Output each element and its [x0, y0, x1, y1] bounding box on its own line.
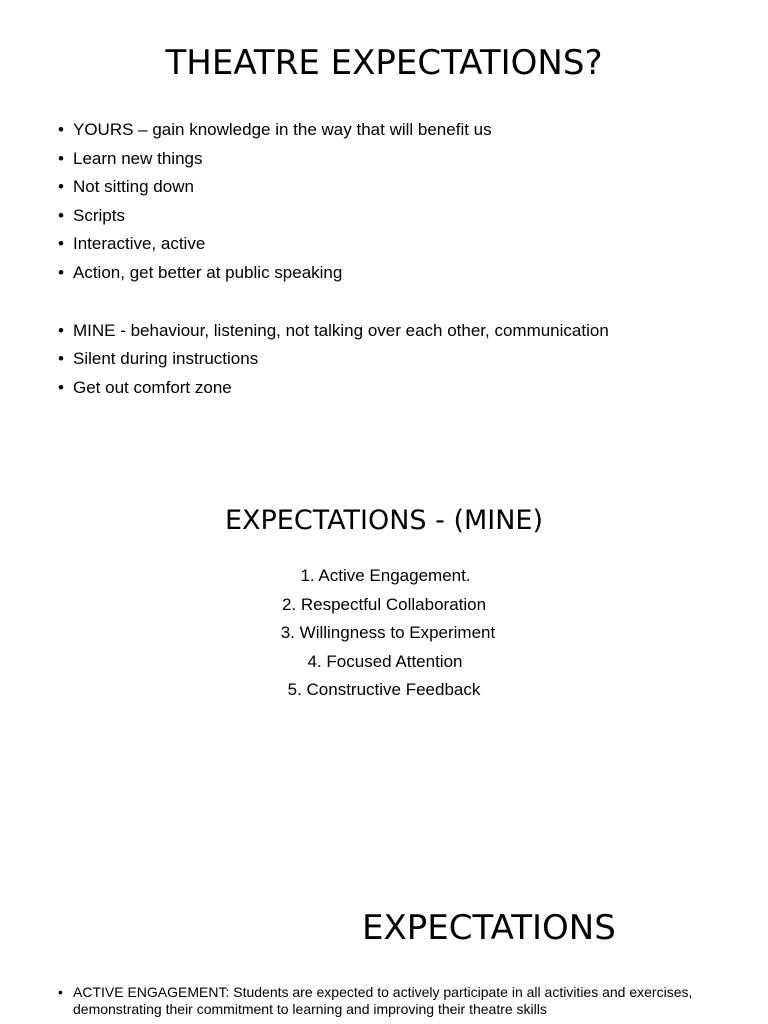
- list-item: 3. Willingness to Experiment: [280, 623, 496, 643]
- bullet-icon: •: [58, 234, 64, 254]
- list-item: 2. Respectful Collaboration: [281, 594, 487, 614]
- list-spacer: [58, 288, 609, 317]
- slide3-title: EXPECTATIONS: [362, 908, 616, 948]
- list-item: • Scripts: [58, 202, 609, 231]
- list-item: 5. Constructive Feedback: [287, 680, 481, 700]
- list-item: • YOURS – gain knowledge in the way that will benefit us: [58, 116, 609, 145]
- list-item-line: ACTIVE ENGAGEMENT: Students are expected to actively participate in all activities and exercises,: [73, 984, 693, 1000]
- bullet-icon: •: [58, 349, 64, 369]
- bullet-icon: •: [58, 205, 64, 225]
- bullet-icon: •: [58, 377, 64, 397]
- bullet-icon: •: [58, 148, 64, 168]
- list-item: 4. Focused Attention: [307, 651, 463, 671]
- list-item-line: demonstrating their commitment to learning and improving their theatre skills: [73, 1000, 547, 1017]
- bullet-icon: •: [58, 120, 64, 139]
- list-item: • Not sitting down: [58, 173, 609, 202]
- slide1-title: THEATRE EXPECTATIONS?: [165, 43, 603, 83]
- slide-theatre-expectations: [0, 0, 768, 460]
- list-item: • Interactive, active: [58, 230, 609, 259]
- slide2-title: EXPECTATIONS - (MINE): [224, 505, 544, 536]
- slide3-bullet-list: [58, 984, 692, 1017]
- list-item: • Silent during instructions: [58, 345, 609, 374]
- list-item: 1. Active Engagement.: [300, 566, 471, 585]
- list-item: • Action, get better at public speaking: [58, 259, 609, 288]
- slide-expectations: [0, 880, 768, 1024]
- slide2-numbered-list: [0, 562, 768, 705]
- slide-expectations-mine: [0, 460, 768, 880]
- list-item: • Get out comfort zone: [58, 374, 609, 403]
- list-item: [58, 984, 692, 1017]
- bullet-icon: •: [58, 177, 64, 197]
- bullet-icon: •: [58, 984, 63, 1000]
- slide1-bullet-list: [58, 116, 609, 402]
- list-item: • MINE - behaviour, listening, not talking over each other, communication: [58, 317, 609, 346]
- list-item: • Learn new things: [58, 145, 609, 174]
- bullet-icon: •: [58, 262, 64, 282]
- bullet-icon: •: [58, 320, 64, 340]
